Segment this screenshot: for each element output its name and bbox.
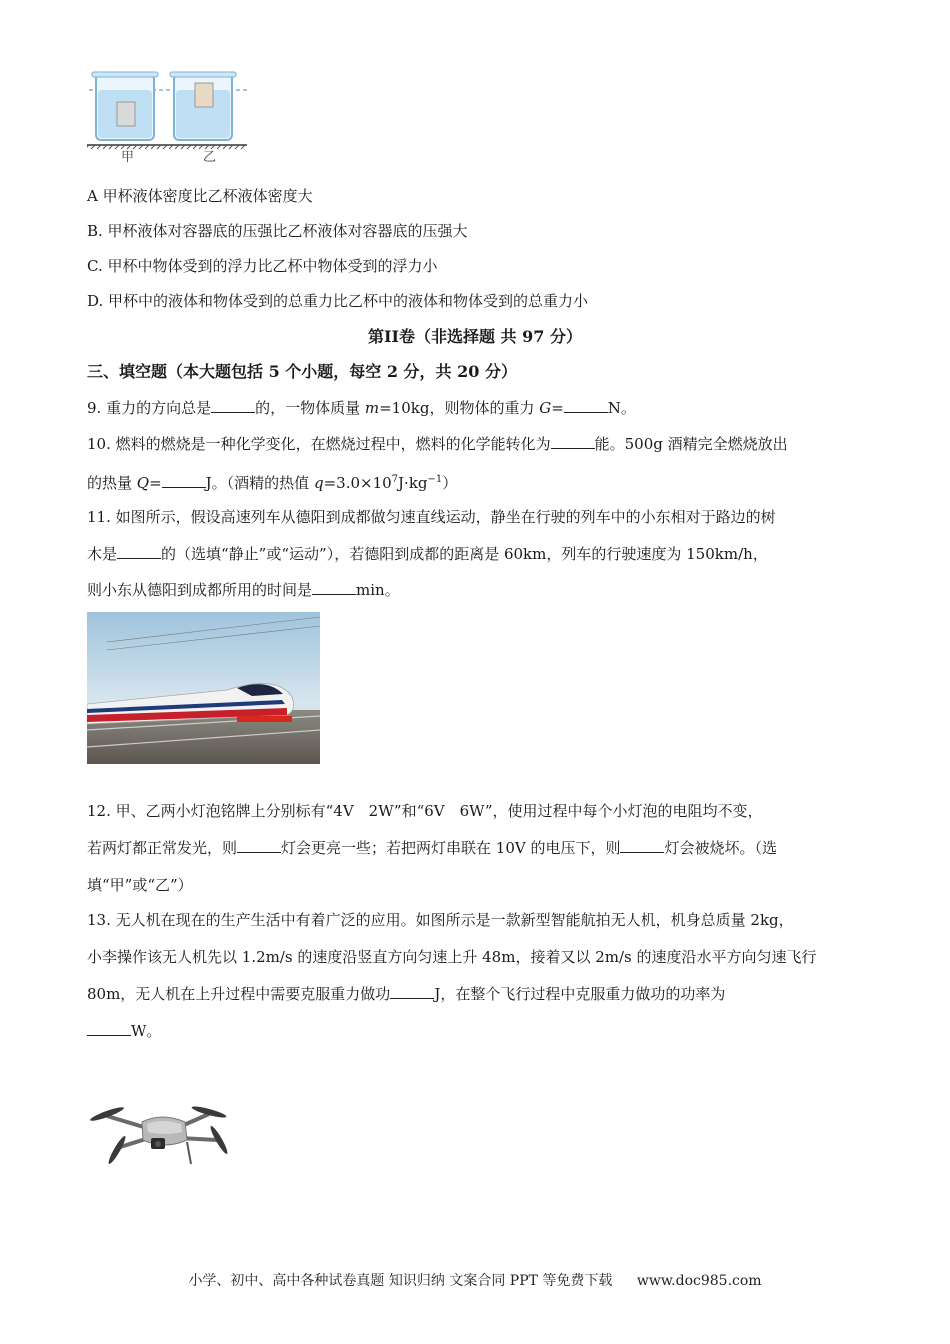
train-image [87, 612, 320, 764]
option-d: D. 甲杯中的液体和物体受到的总重力比乙杯中的液体和物体受到的总重力小 [87, 292, 589, 310]
drone-image [87, 1088, 233, 1168]
q9-g: G [539, 399, 552, 417]
question-12-line2 [87, 838, 777, 858]
q9-m: m [364, 399, 380, 417]
q10-blank-1 [551, 434, 595, 449]
question-10-line1 [87, 434, 788, 454]
q10-blank-2 [162, 473, 206, 488]
q11-blank-2 [312, 580, 356, 595]
q9-blank-1 [211, 398, 255, 413]
question-13-line4 [87, 1021, 161, 1041]
q11-text-3b: min。 [356, 581, 400, 599]
q11-text-3a: 则小东从德阳到成都所用的时间是 [87, 581, 313, 599]
page-footer [0, 1270, 950, 1290]
q13-blank-2 [87, 1021, 131, 1036]
question-11-line2 [87, 544, 768, 564]
q10-text-2c: J。（酒精的热值 [205, 474, 314, 492]
question-12-line1: 12. 甲、乙两小灯泡铭牌上分别标有“4V 2W”和“6V 6W”，使用过程中每个小灯泡的电阻均不变， [87, 802, 763, 820]
question-13-line3 [87, 984, 725, 1004]
part2-title: 第II卷（非选择题 共 97 分） [368, 327, 582, 346]
q10-qsym: q [313, 474, 324, 492]
question-12-line3: 填“甲”或“乙”） [87, 876, 193, 894]
section3-title: 三、填空题（本大题包括 5 个小题，每空 2 分，共 20 分） [87, 362, 517, 381]
q13-blank-1 [390, 984, 434, 999]
beaker-yi [170, 72, 236, 140]
q10-text-1a: 10. 燃料的燃烧是一种化学变化，在燃烧过程中，燃料的化学能转化为 [87, 435, 551, 453]
question-9 [87, 398, 636, 418]
q10-text-2e: J·kg [398, 474, 428, 492]
q9-text-1: 9. 重力的方向总是 [87, 399, 212, 417]
question-11-line3 [87, 580, 400, 600]
q11-text-2b: 的（选填“静止”或“运动”），若德阳到成都的距离是 60km，列车的行驶速度为 150km/h， [161, 545, 768, 563]
q12-blank-1 [237, 838, 281, 853]
q12-text-2b: 灯会更亮一些；若把两灯串联在 10V 的电压下，则 [281, 839, 621, 857]
question-13-line1: 13. 无人机在现在的生产生活中有着广泛的应用。如图所示是一款新型智能航拍无人机，机身总质量 2kg， [87, 911, 794, 929]
option-b: B. 甲杯液体对容器底的压强比乙杯液体对容器底的压强大 [87, 222, 468, 240]
q13-text-3a: 80m，无人机在上升过程中需要克服重力做功 [87, 985, 391, 1003]
question-11-line1: 11. 如图所示，假设高速列车从德阳到成都做匀速直线运动，静坐在行驶的列车中的小东相对于路边的树 [87, 508, 776, 526]
q10-text-2a: 的热量 [87, 474, 137, 492]
q12-text-2c: 灯会被烧坏。（选 [664, 839, 777, 857]
beaker-jia [92, 72, 158, 140]
question-13-line2: 小李操作该无人机先以 1.2m/s 的速度沿竖直方向匀速上升 48m，接着又以 2m/s 的速度沿水平方向匀速飞行 [87, 948, 817, 966]
q9-blank-2 [564, 398, 608, 413]
beaker-figure [87, 68, 257, 168]
beaker-label-yi: 乙 [203, 150, 217, 165]
q9-text-3: =10kg，则物体的重力 [379, 399, 540, 417]
footer-url[interactable]: www.doc985.com [636, 1273, 762, 1289]
q13-text-4: W。 [131, 1022, 162, 1040]
q9-text-2: 的，一物体质量 [255, 399, 365, 417]
q10-exp2: −1 [427, 474, 443, 485]
q10-text-2d: =3.0×10 [323, 474, 392, 492]
q10-text-2b: = [149, 474, 162, 492]
q10-q: Q [136, 474, 150, 492]
q10-exp: 7 [391, 474, 399, 485]
q12-blank-2 [620, 838, 664, 853]
footer-text: 小学、初中、高中各种试卷真题 知识归纳 文案合同 PPT 等免费下载 [188, 1273, 613, 1289]
q9-text-5: N。 [607, 399, 636, 417]
option-a: A 甲杯液体密度比乙杯液体密度大 [87, 187, 313, 205]
option-c: C. 甲杯中物体受到的浮力比乙杯中物体受到的浮力小 [87, 257, 438, 275]
q10-text-1b: 能。500g 酒精完全燃烧放出 [594, 435, 788, 453]
q11-blank-1 [117, 544, 161, 559]
q9-text-4: = [551, 399, 564, 417]
q10-text-2f: ） [442, 474, 458, 492]
q12-text-2a: 若两灯都正常发光，则 [87, 839, 238, 857]
q13-text-3b: J，在整个飞行过程中克服重力做功的功率为 [434, 985, 726, 1003]
question-10-line2 [87, 470, 457, 493]
beaker-label-jia: 甲 [121, 150, 135, 165]
q11-text-2a: 木是 [87, 545, 118, 563]
